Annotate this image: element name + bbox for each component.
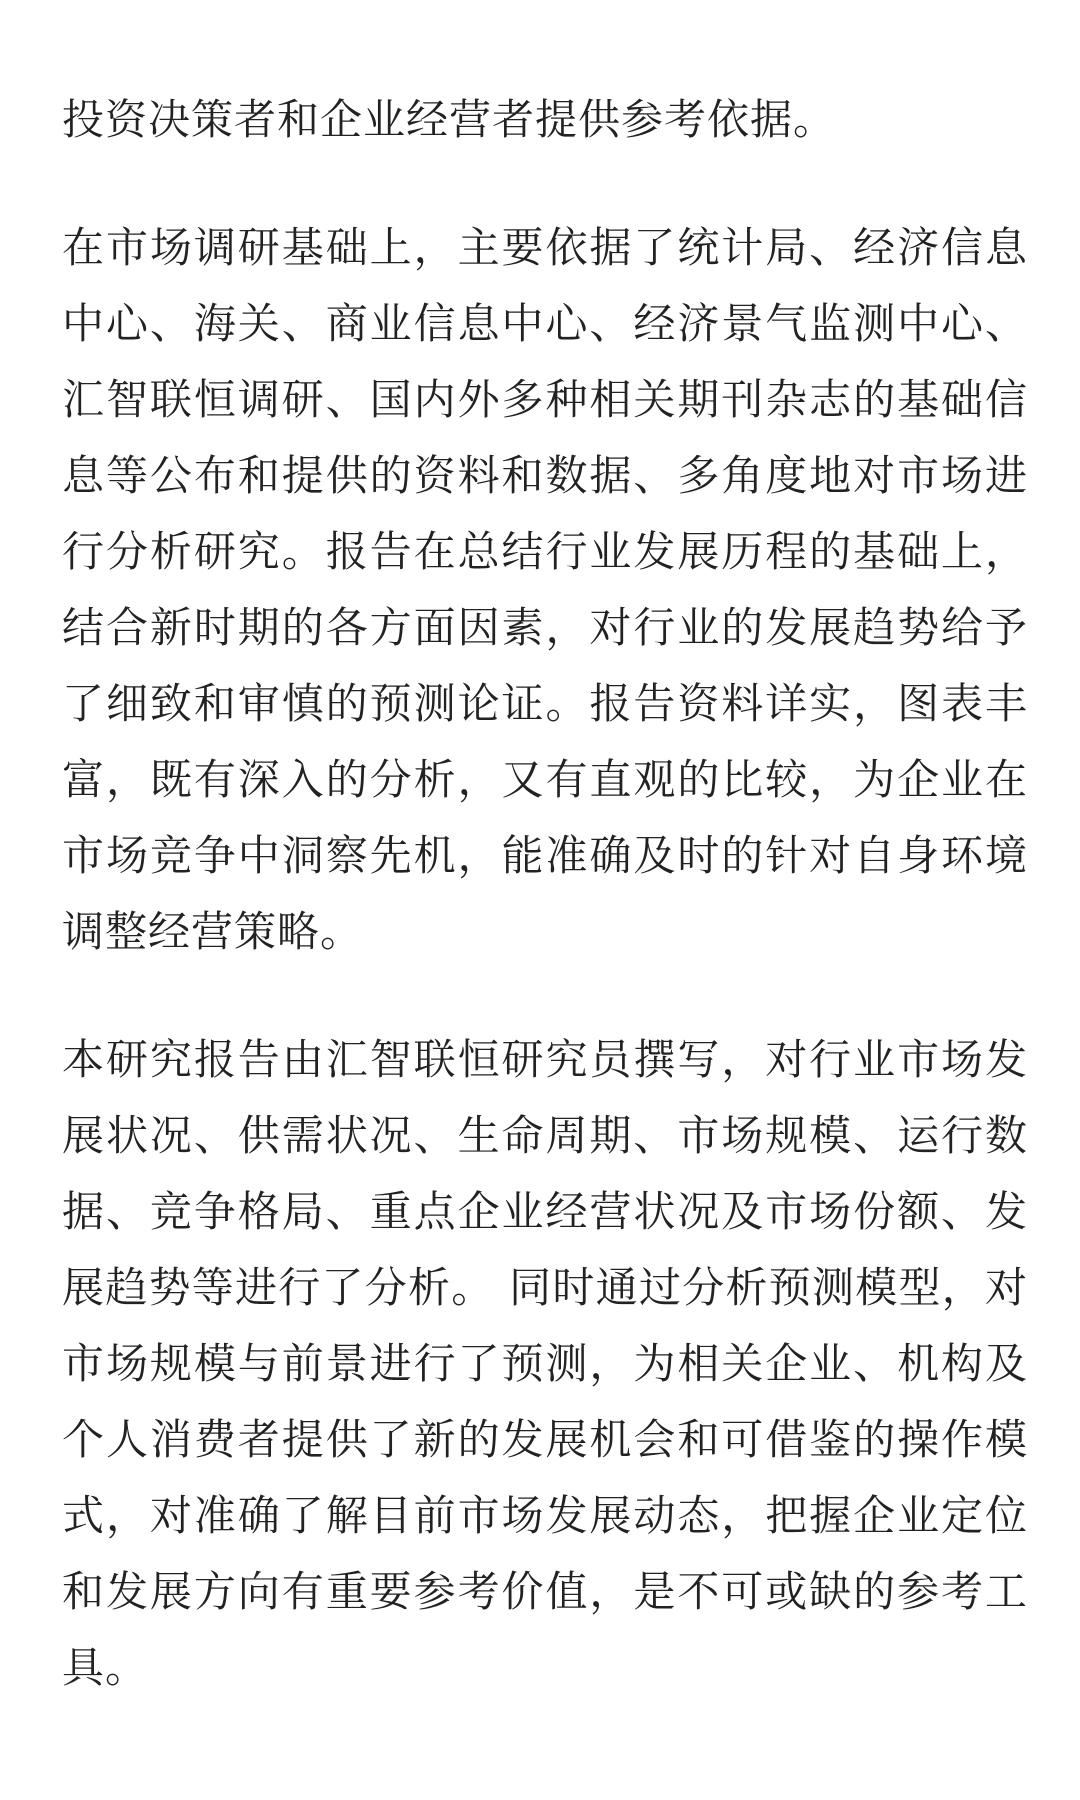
paragraph-report-summary: 本研究报告由汇智联恒研究员撰写，对行业市场发展状况、供需状况、生命周期、市场规模、运行数据、竞争格局、重点企业经营状况及市场份额、发展趋势等进行了分析。 同时通过分析预测模型，对市场规模与前景进行了预测，为相关企业、机构及个人消费者提供了新的发展机会和可借鉴的操作模式，对准确了解目前市场发展动态，把握企业定位和发展方向有重要参考价值，是不可或缺的参考工具。 — [62, 1035, 1028, 1692]
paragraph-methodology: 在市场调研基础上，主要依据了统计局、经济信息中心、海关、商业信息中心、经济景气监测中心、汇智联恒调研、国内外多种相关期刊杂志的基础信息等公布和提供的资料和数据、多角度地对市场进行分析研究。报告在总结行业发展历程的基础上，结合新时期的各方面因素，对行业的发展趋势给予了细致和审慎的预测论证。报告资料详实，图表丰富，既有深入的分析，又有直观的比较，为企业在市场竞争中洞察先机，能准确及时的针对自身环境调整经营策略。 — [62, 223, 1028, 956]
paragraph-intro: 投资决策者和企业经营者提供参考依据。 — [62, 95, 837, 144]
article-body — [62, 82, 1028, 1706]
